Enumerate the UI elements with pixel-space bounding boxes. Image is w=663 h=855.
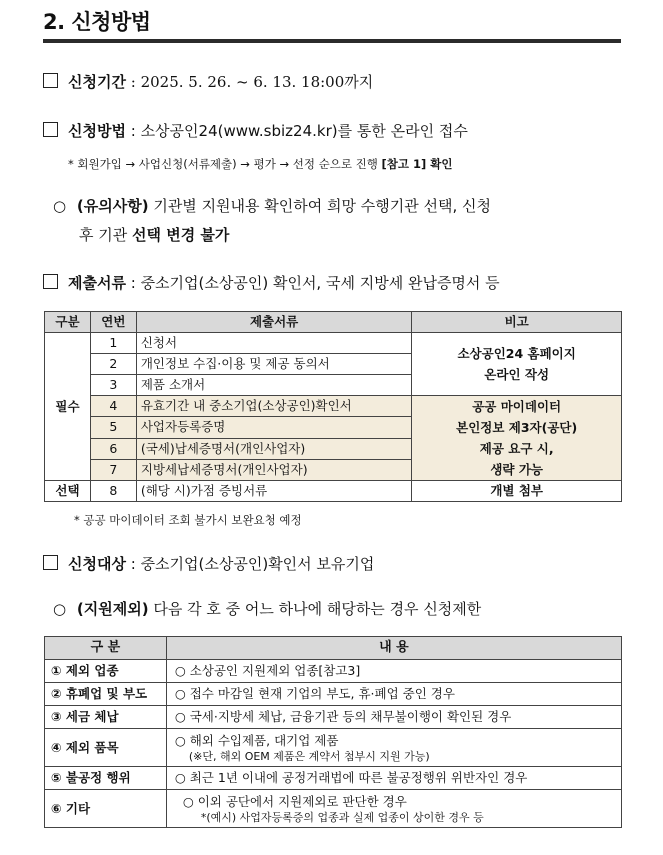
group-optional: 선택 xyxy=(45,481,91,502)
row-document: 지방세납세증명서(개인사업자) xyxy=(136,459,412,480)
caution-emphasis: 선택 변경 불가 xyxy=(132,226,230,244)
row-document: 신청서 xyxy=(136,333,412,354)
row-content-sub: (※단, 해외 OEM 제품은 계약서 첨부시 지원 가능) xyxy=(188,749,430,763)
bullet-icon: ○ xyxy=(53,197,67,215)
header-number: 연번 xyxy=(90,312,136,333)
documents-value: : 중소기업(소상공인) 확인서, 국세 지방세 완납증명서 등 xyxy=(130,274,500,292)
exclusion-table-header xyxy=(45,637,622,660)
documents-table xyxy=(44,311,622,502)
title-underline xyxy=(43,39,621,43)
row-number: 8 xyxy=(90,481,136,502)
header-category: 구 분 xyxy=(45,637,167,660)
remark-mydata-line-3: 제공 요구 시, xyxy=(479,441,554,456)
remark-separate: 개별 첨부 xyxy=(412,481,622,502)
table-row xyxy=(45,660,622,683)
row-document: 개인정보 수집·이용 및 제공 동의서 xyxy=(136,354,412,375)
row-category: ① 제외 업종 xyxy=(45,660,167,683)
row-document: 제품 소개서 xyxy=(136,375,412,396)
documents-line xyxy=(43,272,500,293)
row-category: ② 휴폐업 및 부도 xyxy=(45,683,167,706)
remark-mydata-line-4: 생략 가능 xyxy=(490,462,543,477)
documents-note: * 공공 마이데이터 조회 불가시 보완요청 예정 xyxy=(74,513,302,527)
caution-text-2: 후 기관 xyxy=(79,226,128,244)
table-row xyxy=(45,683,622,706)
row-number: 5 xyxy=(90,417,136,438)
documents-table-header xyxy=(45,312,622,333)
header-document: 제출서류 xyxy=(136,312,412,333)
row-content-main: ○ 이외 공단에서 지원제외로 판단한 경우 xyxy=(182,793,407,809)
row-number: 2 xyxy=(90,354,136,375)
row-category: ⑤ 불공정 행위 xyxy=(45,767,167,790)
caution-line-2 xyxy=(79,224,229,245)
table-row xyxy=(45,790,622,828)
row-number: 1 xyxy=(90,333,136,354)
bullet-icon: ○ xyxy=(53,600,67,618)
checkbox-icon xyxy=(43,555,58,570)
row-category: ⑥ 기타 xyxy=(45,790,167,828)
exclusion-text: 다음 각 호 중 어느 하나에 해당하는 경우 신청제한 xyxy=(153,600,482,618)
table-row xyxy=(45,767,622,790)
documents-label: 제출서류 xyxy=(68,274,126,292)
row-number: 7 xyxy=(90,459,136,480)
method-note xyxy=(68,156,452,172)
table-row xyxy=(45,706,622,729)
target-value: : 중소기업(소상공인)확인서 보유기업 xyxy=(130,555,375,573)
row-content xyxy=(166,729,621,767)
row-content: ○ 국세·지방세 체납, 금융기관 등의 채무불이행이 확인된 경우 xyxy=(166,706,621,729)
period-label: 신청기간 xyxy=(68,73,126,91)
table-row xyxy=(45,729,622,767)
row-category: ③ 세금 체납 xyxy=(45,706,167,729)
row-content: ○ 최근 1년 이내에 공정거래법에 따른 불공정행위 위반자인 경우 xyxy=(166,767,621,790)
row-category: ④ 제외 품목 xyxy=(45,729,167,767)
row-content xyxy=(166,790,621,828)
header-category: 구분 xyxy=(45,312,91,333)
row-document: 유효기간 내 중소기업(소상공인)확인서 xyxy=(136,396,412,417)
exclusion-label: (지원제외) xyxy=(76,600,149,618)
caution-label: (유의사항) xyxy=(76,197,149,215)
caution-line-1 xyxy=(53,195,491,216)
table-row xyxy=(45,481,622,502)
row-content-sub: *(예시) 사업자등록증의 업종과 실제 업종이 상이한 경우 등 xyxy=(200,810,484,824)
method-line xyxy=(43,120,468,141)
row-number: 6 xyxy=(90,438,136,459)
row-number: 4 xyxy=(90,396,136,417)
method-note-ref: [참고 1] 확인 xyxy=(381,157,453,171)
group-required: 필수 xyxy=(45,333,91,481)
remark-online xyxy=(412,333,622,396)
remark-mydata-line-2: 본인정보 제3자(공단) xyxy=(456,420,578,435)
row-document: (해당 시)가점 증빙서류 xyxy=(136,481,412,502)
exclusion-line xyxy=(53,598,481,619)
remark-mydata-line-1: 공공 마이데이터 xyxy=(472,399,562,414)
target-line xyxy=(43,553,374,574)
period-value: : 2025. 5. 26. ~ 6. 13. 18:00까지 xyxy=(130,73,374,91)
remark-online-line-1: 소상공인24 홈페이지 xyxy=(457,346,576,361)
exclusion-table xyxy=(44,636,622,828)
remark-mydata xyxy=(412,396,622,481)
section-title: 2. 신청방법 xyxy=(43,10,151,34)
method-value: : 소상공인24(www.sbiz24.kr)를 통한 온라인 접수 xyxy=(130,122,468,140)
row-content: ○ 소상공인 지원제외 업종[참고3] xyxy=(166,660,621,683)
row-document: (국세)납세증명서(개인사업자) xyxy=(136,438,412,459)
caution-text: 기관별 지원내용 확인하여 희망 수행기관 선택, 신청 xyxy=(153,197,491,215)
method-label: 신청방법 xyxy=(68,122,126,140)
target-label: 신청대상 xyxy=(68,555,126,573)
row-document: 사업자등록증명 xyxy=(136,417,412,438)
header-content: 내 용 xyxy=(166,637,621,660)
checkbox-icon xyxy=(43,274,58,289)
remark-online-line-2: 온라인 작성 xyxy=(484,367,550,382)
checkbox-icon xyxy=(43,73,58,88)
row-content-main: ○ 해외 수입제품, 대기업 제품 xyxy=(174,732,339,748)
period-line xyxy=(43,71,373,92)
header-remark: 비고 xyxy=(412,312,622,333)
table-row xyxy=(45,333,622,354)
row-number: 3 xyxy=(90,375,136,396)
table-row xyxy=(45,396,622,417)
row-content: ○ 접수 마감일 현재 기업의 부도, 휴·폐업 중인 경우 xyxy=(166,683,621,706)
checkbox-icon xyxy=(43,122,58,137)
method-note-text: * 회원가입 → 사업신청(서류제출) → 평가 → 선정 순으로 진행 xyxy=(68,157,378,171)
